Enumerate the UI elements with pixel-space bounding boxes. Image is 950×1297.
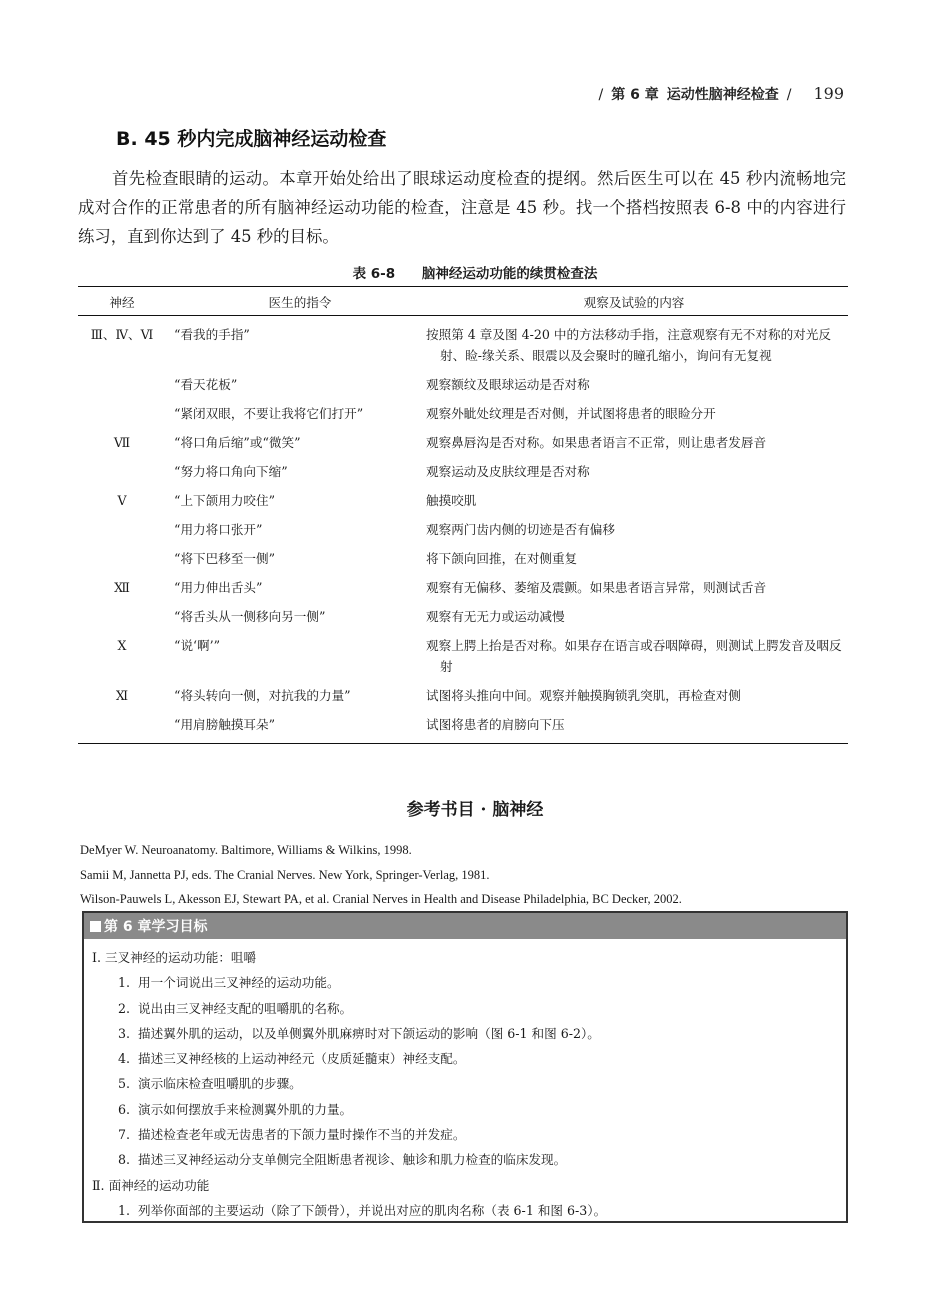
objective-item [92, 1021, 846, 1046]
objective-group-heading: Ⅰ. 三叉神经的运动功能：咀嚼 [92, 950, 257, 965]
objective-text: 列举你面部的主要运动（除了下颌骨），并说出对应的肌肉名称（表 6-1 和图 6-3）。 [138, 1202, 607, 1218]
objective-number: 1. [118, 975, 131, 991]
objective-item [92, 1046, 846, 1071]
instruction-cell-text: “努力将口角向下缩” [174, 464, 288, 479]
objective-text: 用一个词说出三叉神经的运动功能。 [138, 975, 340, 991]
instruction-cell [166, 574, 426, 603]
observation-cell-text: 触摸咬肌 [426, 493, 477, 508]
running-head-separator: / [598, 87, 604, 103]
instruction-cell [166, 545, 426, 574]
table-row [78, 371, 848, 400]
table-row [78, 711, 848, 744]
instruction-cell [166, 516, 426, 545]
observation-cell [426, 711, 848, 744]
instruction-cell-text: “用肩膀触摸耳朵” [174, 717, 276, 732]
nerve-cell-text: Ⅻ [114, 580, 130, 595]
objective-item [92, 1071, 846, 1096]
objective-item [92, 1198, 846, 1223]
observation-cell-text: 观察有无无力或运动减慢 [426, 609, 565, 624]
instruction-cell [166, 400, 426, 429]
objective-number: 5. [118, 1076, 131, 1092]
observation-cell [426, 400, 848, 429]
nerve-cell-text: Ⅴ [117, 493, 127, 508]
objective-number: 2. [118, 1000, 131, 1016]
table-row [78, 574, 848, 603]
instruction-cell-text: “将头转向一侧，对抗我的力量” [174, 688, 351, 703]
objective-text: 描述三叉神经核的上运动神经元（皮质延髓束）神经支配。 [138, 1051, 466, 1067]
observation-cell [426, 516, 848, 545]
table-number: 表 6-8 [352, 266, 396, 282]
instruction-cell [166, 458, 426, 487]
observation-cell-text: 按照第 4 章及图 4-20 中的方法移动手指，注意观察有无不对称的对光反射、睑-缘关系、眼震以及会聚时的瞳孔缩小，询问有无复视 [426, 327, 831, 363]
nerve-cell-text: Ⅹ [117, 638, 127, 653]
references-list [80, 838, 870, 912]
objectives-header [84, 913, 846, 939]
instruction-cell-text: “上下颌用力咬住” [174, 493, 276, 508]
reference-item: Samii M, Jannetta PJ, eds. The Cranial Nerves. New York, Springer-Verlag, 1981. [80, 867, 490, 882]
observation-cell-text: 观察上腭上抬是否对称。如果存在语言或吞咽障碍，则测试上腭发音及咽反射 [426, 638, 842, 674]
instruction-cell-text: “将下巴移至一侧” [174, 551, 276, 566]
intro-paragraph: 首先检查眼睛的运动。本章开始处给出了眼球运动度检查的提纲。然后医生可以在 45 秒内流畅地完成对合作的正常患者的所有脑神经运动功能的检查，注意是 45 秒。找一个搭档按照表 6-8 中的内容进行练习，直到你达到了 45 秒的目标。 [78, 169, 846, 246]
nerve-cell [78, 487, 166, 516]
objective-number: 1. [118, 1202, 131, 1218]
observation-cell-text: 试图将患者的肩膀向下压 [426, 717, 565, 732]
observation-cell [426, 603, 848, 632]
table-body [78, 316, 848, 744]
instruction-cell [166, 632, 426, 682]
page-number: 199 [813, 84, 844, 103]
observation-cell-text: 试图将头推向中间。观察并触摸胸锁乳突肌，再检查对侧 [426, 688, 741, 703]
objective-number: 4. [118, 1051, 131, 1067]
observation-cell-text: 将下颌向回推，在对侧重复 [426, 551, 578, 566]
table-row [78, 603, 848, 632]
objectives-body [84, 939, 846, 1223]
nerve-cell [78, 574, 166, 603]
references-title: 参考书目 · 脑神经 [406, 800, 544, 820]
instruction-cell-text: “用力伸出舌头” [174, 580, 263, 595]
running-head-separator-end: / [786, 87, 792, 103]
square-bullet-icon [90, 921, 101, 932]
nerve-cell-text: Ⅺ [115, 688, 129, 703]
observation-cell [426, 487, 848, 516]
instruction-cell-text: “看我的手指” [174, 327, 250, 342]
objective-text: 说出由三叉神经支配的咀嚼肌的名称。 [138, 1000, 353, 1016]
nerve-cell [78, 711, 166, 744]
observation-cell-text: 观察运动及皮肤纹理是否对称 [426, 464, 590, 479]
objective-item [92, 970, 846, 995]
table-caption-text: 脑神经运动功能的续贯检查法 [421, 266, 598, 282]
nerve-cell [78, 316, 166, 372]
objective-text: 描述三叉神经运动分支单侧完全阻断患者视诊、触诊和肌力检查的临床发现。 [138, 1152, 567, 1168]
objective-number: 6. [118, 1101, 131, 1117]
instruction-cell-text: “将舌头从一侧移向另一侧” [174, 609, 326, 624]
nerve-cell [78, 545, 166, 574]
observation-cell [426, 371, 848, 400]
table-row [78, 632, 848, 682]
instruction-cell [166, 711, 426, 744]
instruction-cell [166, 682, 426, 711]
objective-number: 3. [118, 1025, 131, 1041]
instruction-cell [166, 603, 426, 632]
objective-number: 7. [118, 1127, 131, 1143]
nerve-cell-text: Ⅲ、Ⅳ、Ⅵ [90, 327, 154, 342]
objective-item [92, 1147, 846, 1172]
section-title: B. 45 秒内完成脑神经运动检查 [116, 128, 387, 150]
table-caption [0, 262, 950, 282]
table-row [78, 316, 848, 372]
nerve-cell [78, 371, 166, 400]
objectives-title: 第 6 章学习目标 [104, 919, 208, 935]
observation-cell-text: 观察有无偏移、萎缩及震颤。如果患者语言异常，则测试舌音 [426, 580, 767, 595]
observation-cell [426, 429, 848, 458]
observation-cell [426, 574, 848, 603]
observation-cell [426, 632, 848, 682]
nerve-cell [78, 682, 166, 711]
table-row [78, 545, 848, 574]
instruction-cell-text: “看天花板” [174, 377, 238, 392]
table-row [78, 516, 848, 545]
observation-cell-text: 观察额纹及眼球运动是否对称 [426, 377, 590, 392]
table-row [78, 458, 848, 487]
nerve-cell [78, 458, 166, 487]
nerve-cell [78, 603, 166, 632]
nerve-cell [78, 400, 166, 429]
table-row [78, 400, 848, 429]
objective-text: 描述翼外肌的运动，以及单侧翼外肌麻痹时对下颌运动的影响（图 6-1 和图 6-2）。 [138, 1025, 600, 1041]
objective-text: 描述检查老年或无齿患者的下颌力量时操作不当的并发症。 [138, 1127, 466, 1143]
objective-text: 演示如何摆放手来检测翼外肌的力量。 [138, 1101, 353, 1117]
instruction-cell-text: “将口角后缩”或“微笑” [174, 435, 301, 450]
observation-cell-text: 观察外眦处纹理是否对侧，并试图将患者的眼睑分开 [426, 406, 716, 421]
instruction-cell [166, 371, 426, 400]
objective-number: 8. [118, 1152, 131, 1168]
nerve-cell [78, 429, 166, 458]
nerve-cell [78, 632, 166, 682]
objective-item [92, 1097, 846, 1122]
instruction-cell [166, 316, 426, 372]
instruction-cell-text: “说‘啊’” [174, 638, 221, 653]
objective-group-heading: Ⅱ. 面神经的运动功能 [92, 1177, 210, 1193]
objective-item [92, 996, 846, 1021]
objective-text: 演示临床检查咀嚼肌的步骤。 [138, 1076, 302, 1092]
instruction-cell [166, 487, 426, 516]
reference-item: DeMyer W. Neuroanatomy. Baltimore, Williams & Wilkins, 1998. [80, 843, 412, 857]
nerve-motor-exam-table [78, 286, 848, 744]
observation-cell [426, 682, 848, 711]
observation-cell-text: 观察鼻唇沟是否对称。如果患者语言不正常，则让患者发唇音 [426, 435, 767, 450]
instruction-cell-text: “用力将口张开” [174, 522, 263, 537]
nerve-cell-text: Ⅶ [113, 435, 131, 450]
learning-objectives-box [82, 911, 848, 1223]
table-header-row [78, 287, 848, 316]
observation-cell [426, 458, 848, 487]
chapter-number: 第 6 章 [611, 87, 659, 103]
instruction-cell-text: “紧闭双眼，不要让我将它们打开” [174, 406, 364, 421]
header-instruction: 医生的指令 [166, 287, 426, 316]
table-row [78, 429, 848, 458]
table-row [78, 682, 848, 711]
objective-item [92, 1122, 846, 1147]
running-head [599, 84, 844, 104]
nerve-cell [78, 516, 166, 545]
observation-cell [426, 316, 848, 372]
instruction-cell [166, 429, 426, 458]
header-nerve: 神经 [78, 287, 166, 316]
observation-cell-text: 观察两门齿内侧的切迹是否有偏移 [426, 522, 615, 537]
header-observation: 观察及试验的内容 [426, 287, 848, 316]
reference-item: Wilson-Pauwels L, Akesson EJ, Stewart PA, et al. Cranial Nerves in Health and Disease Philadelphia, BC Decker, 2002. [80, 892, 682, 906]
observation-cell [426, 545, 848, 574]
table-row [78, 487, 848, 516]
chapter-title: 运动性脑神经检查 [666, 87, 779, 103]
